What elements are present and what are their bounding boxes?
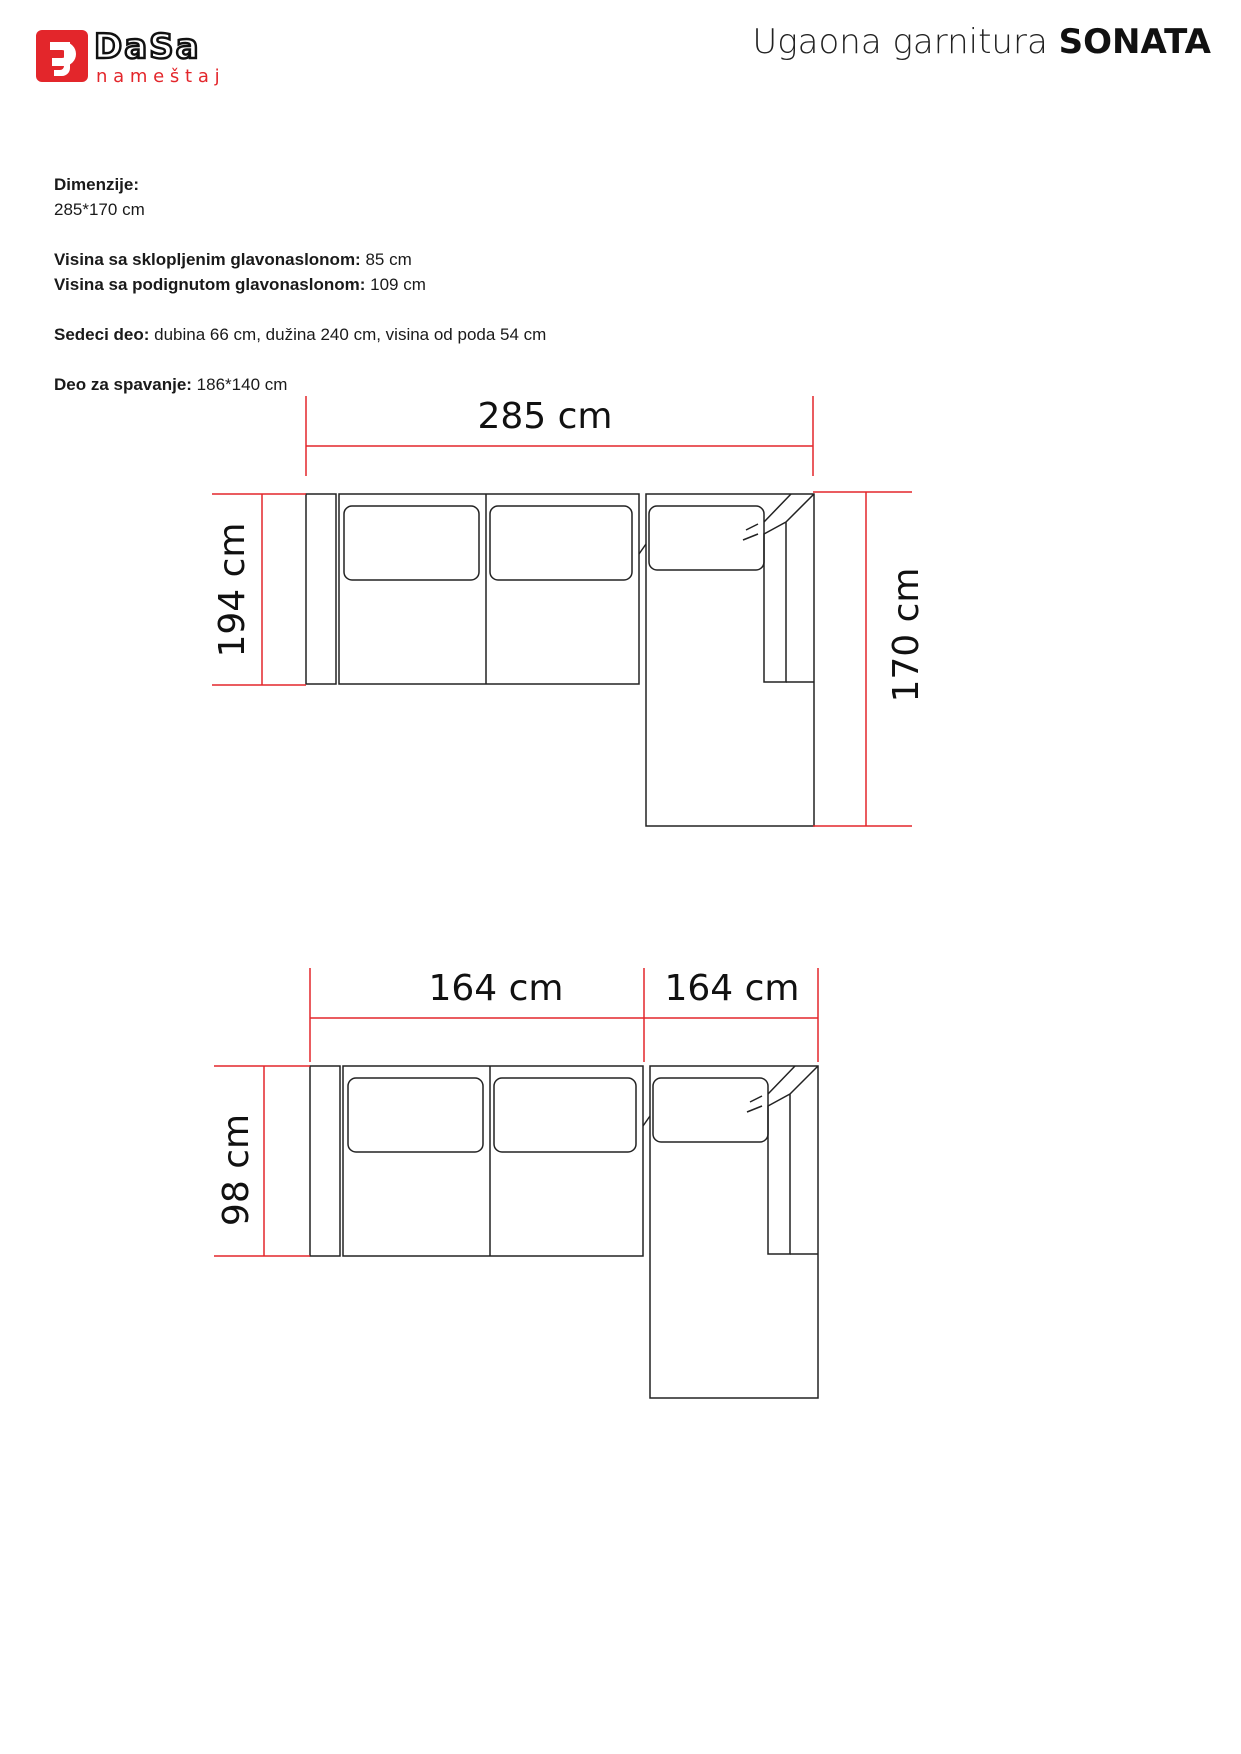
dimensions-value: 285*170 cm [54, 200, 145, 219]
brand-sub: n a m e š t a j [96, 66, 220, 87]
height-open-value: 109 cm [365, 275, 426, 294]
height-open-label: Visina sa podignutom glavonaslonom: [54, 275, 366, 294]
width-285-label: 285 cm [477, 396, 613, 437]
model-name: SONATA [1058, 22, 1211, 62]
height-194-label: 194 cm [212, 522, 253, 658]
seat-value: dubina 66 cm, dužina 240 cm, visina od poda 54 cm [149, 325, 547, 344]
width-164-left-label: 164 cm [428, 968, 564, 1009]
drawing-top-view-2 [214, 968, 818, 1398]
height-closed-value: 85 cm [360, 250, 412, 269]
sleep-label: Deo za spavanje: [54, 375, 192, 394]
height-closed-label: Visina sa sklopljenim glavonaslonom: [54, 250, 361, 269]
drawing-top-view-1 [212, 396, 927, 826]
title-prefix: Ugaona garnitura [752, 22, 1048, 62]
width-164-right-label: 164 cm [664, 968, 800, 1009]
seat-label: Sedeci deo: [54, 325, 150, 344]
height-170-label: 170 cm [886, 567, 927, 703]
height-98-label: 98 cm [216, 1113, 257, 1227]
dimensions-label: Dimenzije: [54, 175, 140, 194]
sleep-value: 186*140 cm [191, 375, 288, 394]
brand-name: DaSa [94, 30, 201, 67]
